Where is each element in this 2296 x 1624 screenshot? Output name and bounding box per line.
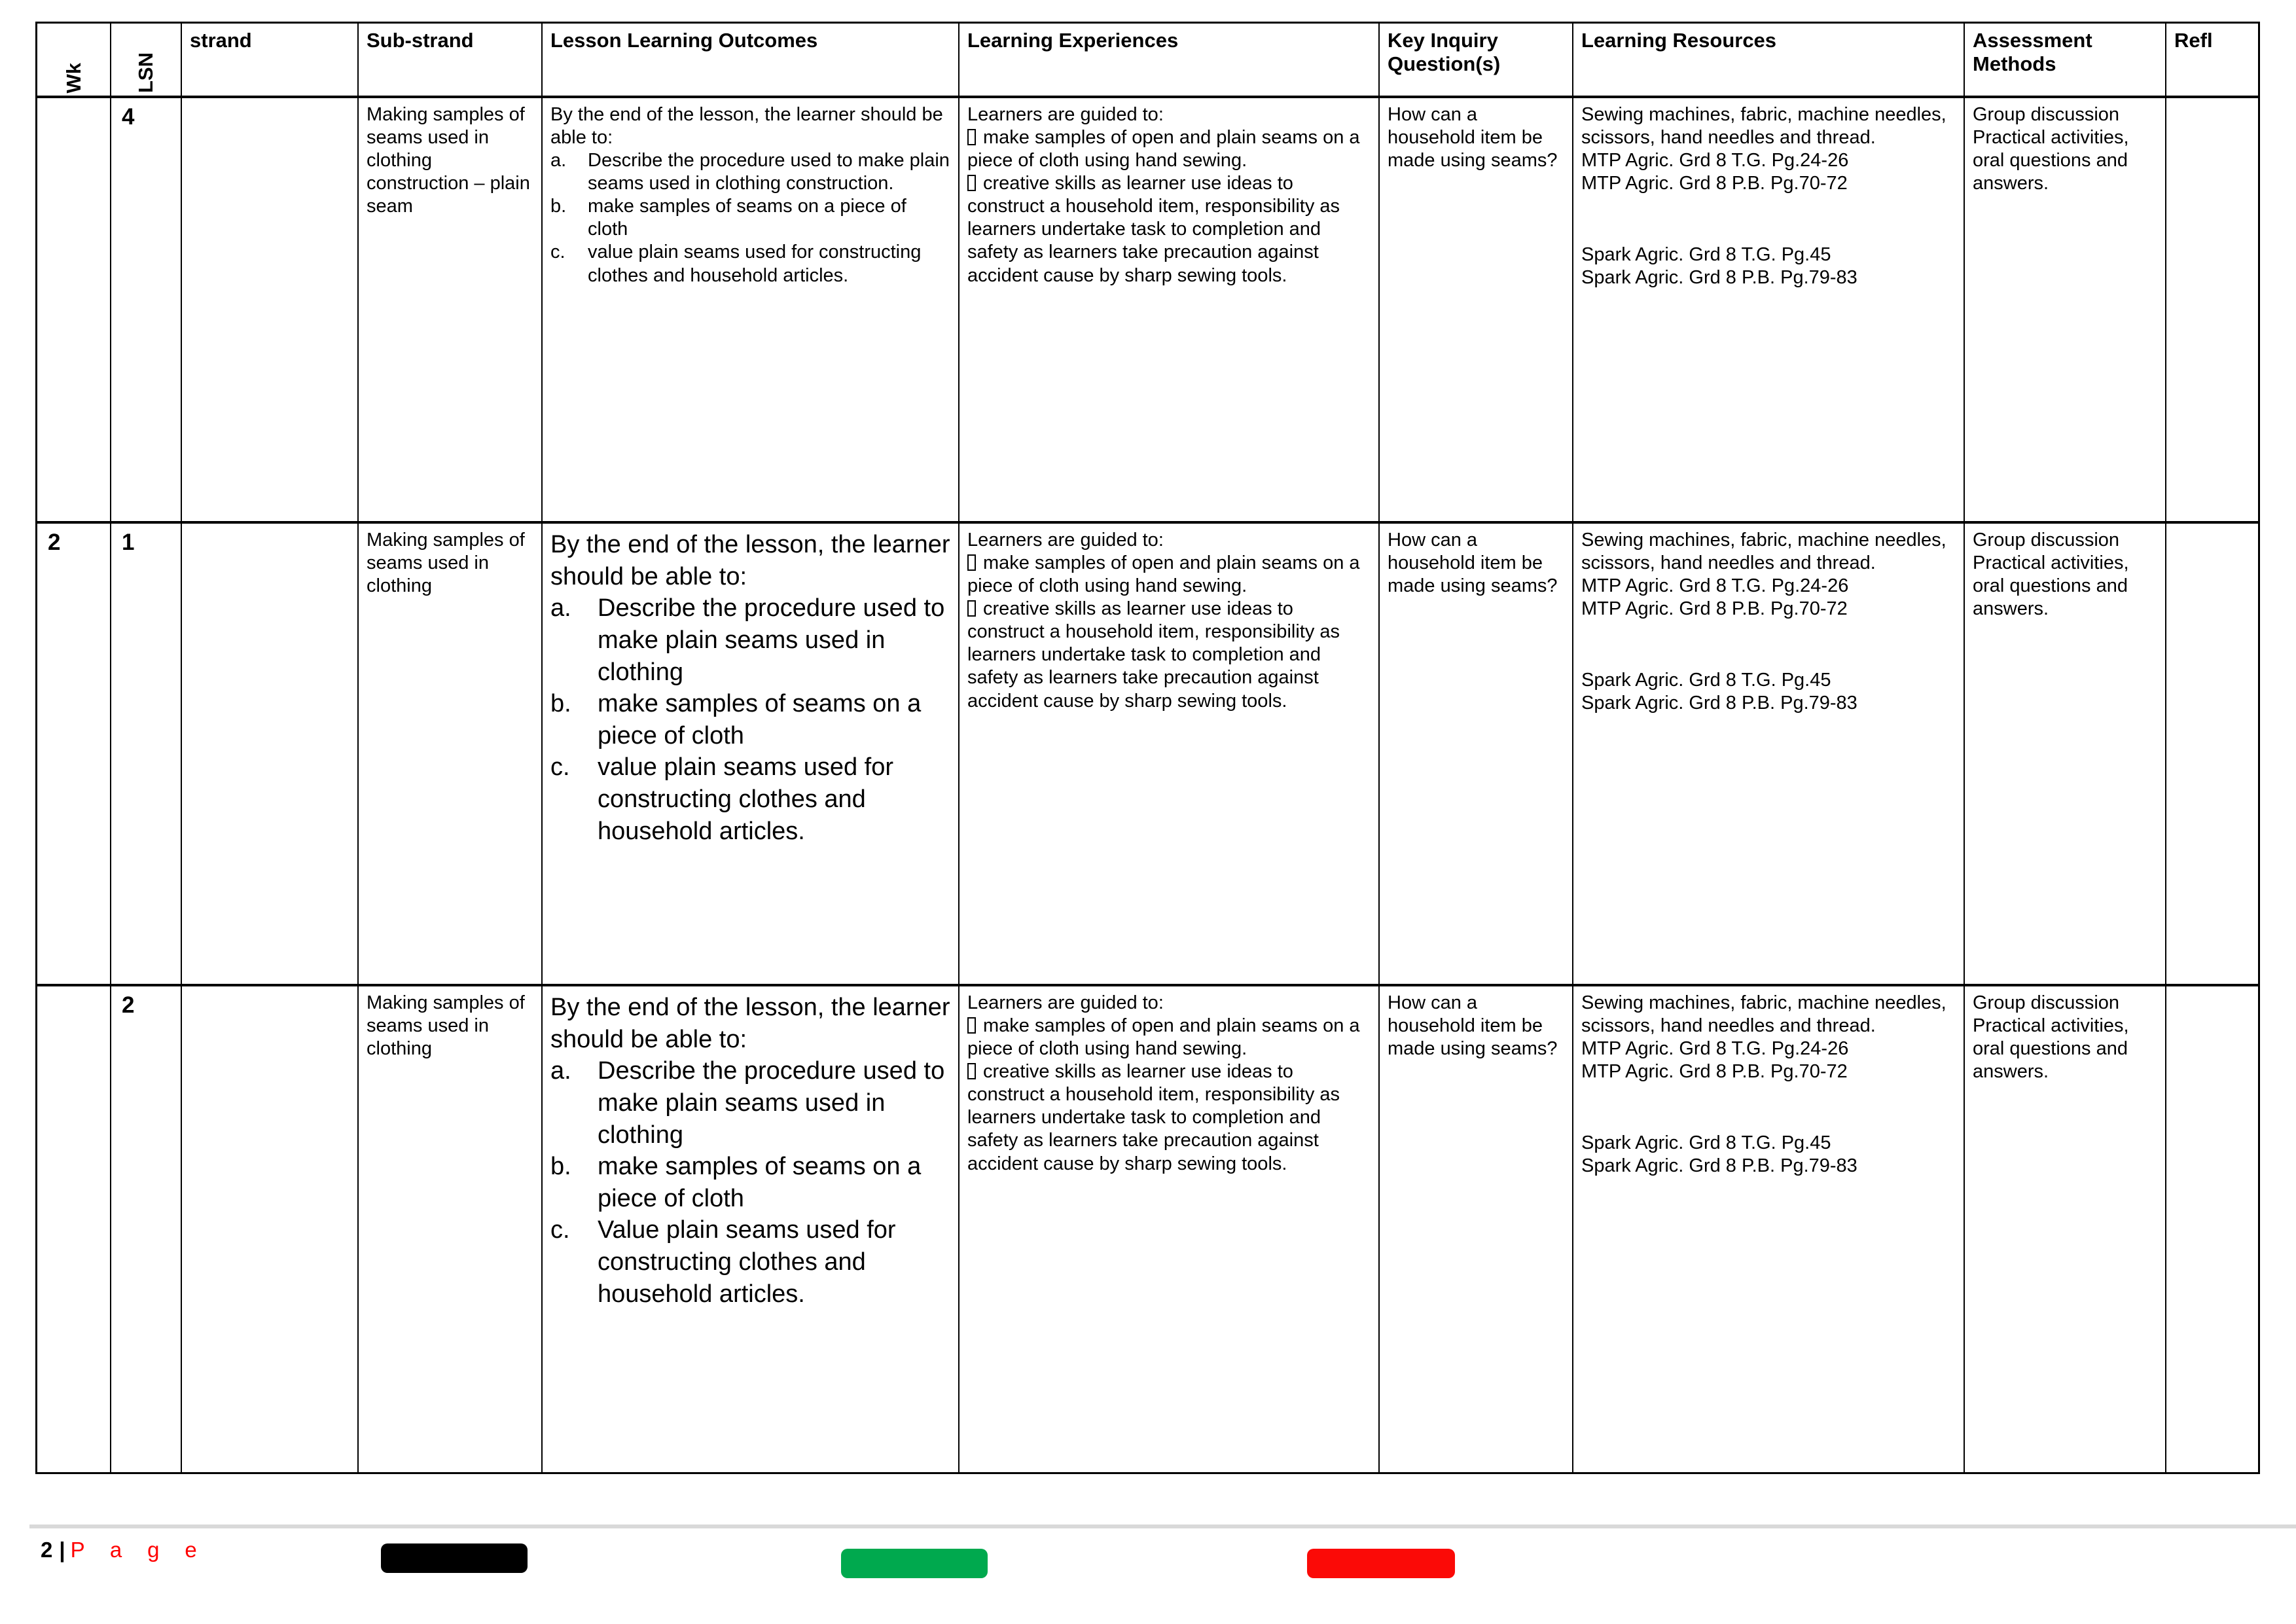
- resource-line: MTP Agric. Grd 8 P.B. Pg.70-72: [1581, 598, 1848, 620]
- header-learning-resources: Learning Resources: [1573, 24, 1965, 98]
- outcome-text: make samples of seams on a piece of cloth: [588, 196, 906, 240]
- header-lsn-label: LSN: [134, 52, 158, 93]
- page-number: 2: [41, 1538, 53, 1562]
- outcome-label: b.: [550, 690, 571, 718]
- table-row: [37, 986, 2258, 1472]
- table-header-row: [37, 24, 2258, 98]
- header-key-inquiry-questions: Key Inquiry Question(s): [1380, 24, 1573, 98]
- resources-cell: [1573, 986, 1965, 1472]
- experiences-cell: [960, 98, 1380, 524]
- resource-line: MTP Agric. Grd 8 T.G. Pg.24-26: [1581, 150, 1849, 171]
- outcome-label: a.: [550, 150, 567, 171]
- wk-cell: [37, 98, 111, 524]
- bullet-text: make samples of open and plain seams on a piece of cloth using hand sewing.: [967, 1015, 1360, 1060]
- experience-bullet: [967, 598, 1371, 712]
- outcome-label: c.: [550, 1216, 570, 1244]
- missing-glyph-box-icon: [967, 600, 976, 617]
- lsn-cell: 4: [111, 98, 182, 524]
- missing-glyph-box-icon: [967, 554, 976, 571]
- sub-strand-cell: Making samples of seams used in clothing: [359, 986, 543, 1472]
- experience-bullet: [967, 126, 1371, 172]
- outcome-item: [550, 1214, 950, 1310]
- outcome-item: [550, 751, 950, 847]
- outcome-text: Value plain seams used for constructing clothes and household articles.: [598, 1216, 896, 1308]
- bullet-text: make samples of open and plain seams on a piece of cloth using hand sewing.: [967, 552, 1360, 597]
- outcomes-cell: [543, 986, 960, 1472]
- outcome-text: make samples of seams on a piece of cloth: [598, 1153, 922, 1212]
- experiences-intro: Learners are guided to:: [967, 992, 1164, 1013]
- outcome-text: make samples of seams on a piece of cloth: [598, 690, 922, 749]
- table-row: [37, 98, 2258, 524]
- outcome-item: [550, 195, 950, 241]
- experiences-cell: [960, 986, 1380, 1472]
- resources-cell: [1573, 98, 1965, 524]
- assessment-cell: Group discussion Practical activities, oral questions and answers.: [1965, 986, 2166, 1472]
- footer-divider-line: [29, 1525, 2296, 1528]
- lsn-cell: 2: [111, 986, 182, 1472]
- outcome-label: c.: [550, 242, 565, 263]
- red-rectangle-swatch: [1307, 1549, 1455, 1578]
- outcome-text: Describe the procedure used to make plain seams used in clothing: [598, 594, 945, 686]
- header-lsn: [111, 24, 182, 98]
- resource-line: Spark Agric. Grd 8 T.G. Pg.45: [1581, 244, 1831, 266]
- footer-separator: |: [59, 1538, 65, 1562]
- missing-glyph-box-icon: [967, 129, 976, 145]
- key-inquiry-cell: How can a household item be made using seams?: [1380, 98, 1573, 524]
- resource-line: MTP Agric. Grd 8 T.G. Pg.24-26: [1581, 575, 1849, 597]
- header-lesson-learning-outcomes: Lesson Learning Outcomes: [543, 24, 960, 98]
- experience-bullet: [967, 172, 1371, 287]
- bullet-text: creative skills as learner use ideas to construct a household item, responsibility as learners undertake task to completion and safety as learners take precaution against accident cause by sharp sewing tools.: [967, 173, 1340, 286]
- resource-line: MTP Agric. Grd 8 T.G. Pg.24-26: [1581, 1038, 1849, 1060]
- resources-cell: [1573, 524, 1965, 986]
- experiences-intro: Learners are guided to:: [967, 530, 1164, 550]
- key-inquiry-cell: How can a household item be made using seams?: [1380, 524, 1573, 986]
- resource-line: MTP Agric. Grd 8 P.B. Pg.70-72: [1581, 1061, 1848, 1083]
- header-learning-experiences: Learning Experiences: [960, 24, 1380, 98]
- outcome-item: [550, 149, 950, 195]
- resource-line: Spark Agric. Grd 8 P.B. Pg.79-83: [1581, 693, 1857, 714]
- page-footer: [41, 1538, 207, 1562]
- resource-line: Spark Agric. Grd 8 T.G. Pg.45: [1581, 670, 1831, 691]
- black-rectangle-swatch: [381, 1543, 528, 1573]
- missing-glyph-box-icon: [967, 175, 976, 191]
- outcome-text: value plain seams used for constructing clothes and household articles.: [598, 753, 894, 845]
- resources-materials: Sewing machines, fabric, machine needles, scissors, hand needles and thread.: [1581, 530, 1946, 574]
- outcome-item: [550, 241, 950, 287]
- header-sub-strand: Sub-strand: [359, 24, 543, 98]
- outcome-text: Describe the procedure used to make plain seams used in clothing construction.: [588, 150, 950, 194]
- resources-materials: Sewing machines, fabric, machine needles, scissors, hand needles and thread.: [1581, 992, 1946, 1037]
- header-wk: [37, 24, 111, 98]
- outcomes-cell: [543, 524, 960, 986]
- table-row: [37, 524, 2258, 986]
- strand-cell: [182, 98, 359, 524]
- outcomes-cell: [543, 98, 960, 524]
- outcome-item: [550, 1151, 950, 1214]
- experiences-cell: [960, 524, 1380, 986]
- outcomes-intro: By the end of the lesson, the learner should be able to:: [550, 104, 943, 149]
- resource-line: Spark Agric. Grd 8 P.B. Pg.79-83: [1581, 1155, 1857, 1177]
- wk-cell: 2: [37, 524, 111, 986]
- outcome-label: c.: [550, 753, 570, 782]
- missing-glyph-box-icon: [967, 1017, 976, 1034]
- experience-bullet: [967, 1015, 1371, 1060]
- strand-cell: [182, 986, 359, 1472]
- resource-line: Spark Agric. Grd 8 P.B. Pg.79-83: [1581, 267, 1857, 289]
- sub-strand-cell: Making samples of seams used in clothing construction – plain seam: [359, 98, 543, 524]
- missing-glyph-box-icon: [967, 1063, 976, 1079]
- resources-materials: Sewing machines, fabric, machine needles, scissors, hand needles and thread.: [1581, 104, 1946, 149]
- header-refl: Refl: [2166, 24, 2258, 98]
- outcome-text: Describe the procedure used to make plain seams used in clothing: [598, 1057, 945, 1149]
- outcome-item: [550, 1055, 950, 1151]
- assessment-cell: Group discussion Practical activities, oral questions and answers.: [1965, 98, 2166, 524]
- refl-cell: [2166, 524, 2258, 986]
- header-wk-label: Wk: [62, 62, 85, 93]
- outcome-text: value plain seams used for constructing clothes and household articles.: [588, 242, 922, 286]
- outcome-label: b.: [550, 1153, 571, 1181]
- outcome-label: a.: [550, 594, 571, 623]
- experience-bullet: [967, 1060, 1371, 1175]
- outcomes-intro: By the end of the lesson, the learner should be able to:: [550, 994, 950, 1053]
- refl-cell: [2166, 986, 2258, 1472]
- experience-bullet: [967, 552, 1371, 598]
- experiences-intro: Learners are guided to:: [967, 104, 1164, 125]
- outcome-label: b.: [550, 196, 567, 217]
- lsn-cell: 1: [111, 524, 182, 986]
- resource-line: MTP Agric. Grd 8 P.B. Pg.70-72: [1581, 173, 1848, 194]
- bullet-text: creative skills as learner use ideas to construct a household item, responsibility as learners undertake task to completion and safety as learners take precaution against accident cause by sharp sewing tools.: [967, 598, 1340, 712]
- header-strand: strand: [182, 24, 359, 98]
- wk-cell: [37, 986, 111, 1472]
- assessment-cell: Group discussion Practical activities, oral questions and answers.: [1965, 524, 2166, 986]
- scheme-of-work-table: [35, 22, 2260, 1474]
- page-label: P a g e: [70, 1538, 207, 1562]
- sub-strand-cell: Making samples of seams used in clothing: [359, 524, 543, 986]
- green-rectangle-swatch: [841, 1549, 988, 1578]
- header-assessment-methods: Assessment Methods: [1965, 24, 2166, 98]
- bullet-text: creative skills as learner use ideas to construct a household item, responsibility as learners undertake task to completion and safety as learners take precaution against accident cause by sharp sewing tools.: [967, 1061, 1340, 1174]
- strand-cell: [182, 524, 359, 986]
- outcome-item: [550, 592, 950, 688]
- refl-cell: [2166, 98, 2258, 524]
- resource-line: Spark Agric. Grd 8 T.G. Pg.45: [1581, 1132, 1831, 1154]
- outcomes-intro: By the end of the lesson, the learner should be able to:: [550, 531, 950, 590]
- outcome-label: a.: [550, 1057, 571, 1085]
- bullet-text: make samples of open and plain seams on a piece of cloth using hand sewing.: [967, 127, 1360, 171]
- key-inquiry-cell: How can a household item be made using seams?: [1380, 986, 1573, 1472]
- outcome-item: [550, 688, 950, 751]
